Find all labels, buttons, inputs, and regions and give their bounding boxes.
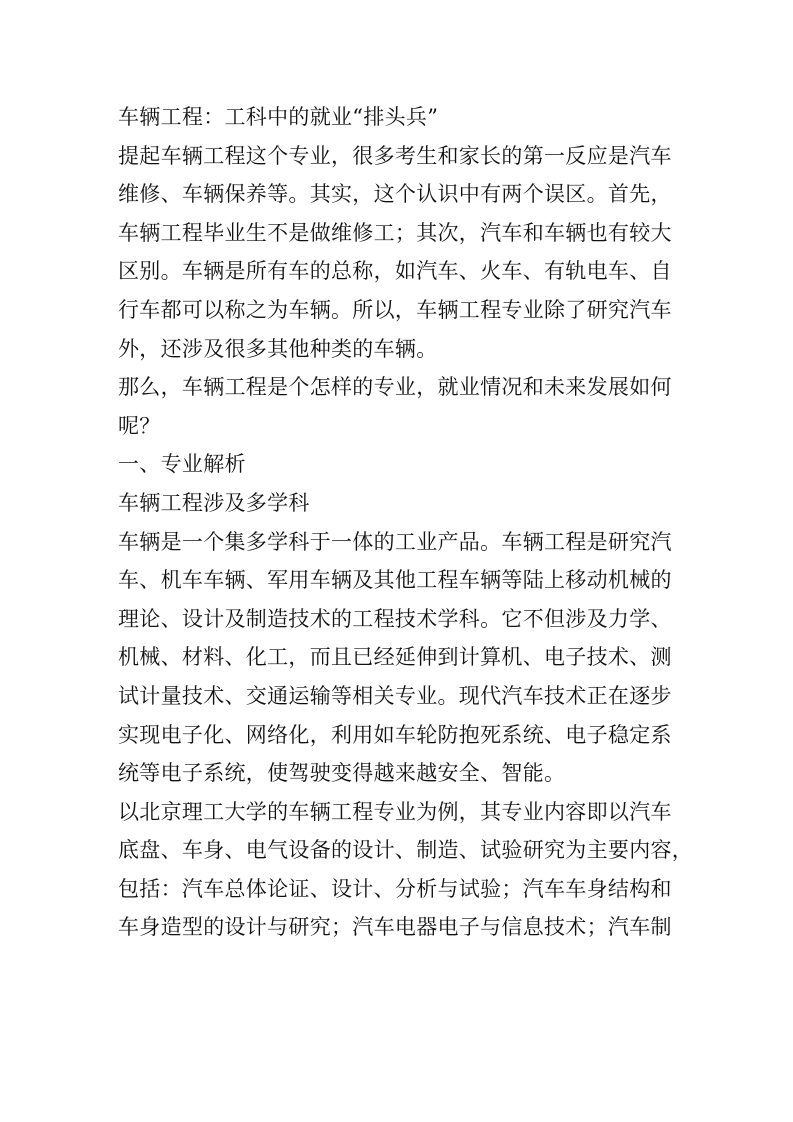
paragraph-question [118, 368, 678, 445]
text-line: 外，还涉及很多其他种类的车辆。 [118, 336, 438, 361]
text-line: 统等电子系统，使驾驶变得越来越安全、智能。 [118, 761, 566, 786]
document-page [118, 98, 694, 947]
text-line: 区别。车辆是所有车的总称，如汽车、火车、有轨电车、自 [118, 259, 672, 284]
text-line: 包括：汽车总体论证、设计、分析与试验；汽车车身结构和 [118, 876, 672, 901]
text-line: 提起车辆工程这个专业，很多考生和家长的第一反应是汽车 [118, 143, 672, 168]
text-line: 车辆是一个集多学科于一体的工业产品。车辆工程是研究汽 [118, 529, 672, 554]
text-line: 行车都可以称之为车辆。所以，车辆工程专业除了研究汽车 [118, 297, 672, 322]
text-line: 那么，车辆工程是个怎样的专业，就业情况和未来发展如何 [118, 375, 672, 400]
subheading: 车辆工程涉及多学科 [118, 490, 310, 515]
section-heading: 一、专业解析 [118, 452, 246, 477]
text-line: 机械、材料、化工，而且已经延伸到计算机、电子技术、测 [118, 645, 672, 670]
text-line: 维修、车辆保养等。其实，这个认识中有两个误区。首先， [118, 182, 672, 207]
paragraph-disciplines [118, 523, 678, 793]
text-line: 底盘、车身、电气设备的设计、制造、试验研究为主要内容， [118, 838, 694, 863]
paragraph-intro [118, 137, 678, 369]
text-line: 车、机车车辆、军用车辆及其他工程车辆等陆上移动机械的 [118, 568, 672, 593]
paragraph-bit-example [118, 793, 694, 947]
document-title: 车辆工程：工科中的就业“排头兵” [118, 105, 439, 129]
text-line: 车身造型的设计与研究；汽车电器电子与信息技术；汽车制 [118, 915, 672, 940]
text-line: 车辆工程毕业生不是做维修工；其次，汽车和车辆也有较大 [118, 220, 672, 245]
text-line: 以北京理工大学的车辆工程专业为例，其专业内容即以汽车 [118, 799, 672, 824]
text-line: 理论、设计及制造技术的工程技术学科。它不但涉及力学、 [118, 606, 672, 631]
text-line: 试计量技术、交通运输等相关专业。现代汽车技术正在逐步 [118, 683, 672, 708]
text-line: 呢？ [118, 413, 161, 438]
text-line: 实现电子化、网络化，利用如车轮防抱死系统、电子稳定系 [118, 722, 672, 747]
